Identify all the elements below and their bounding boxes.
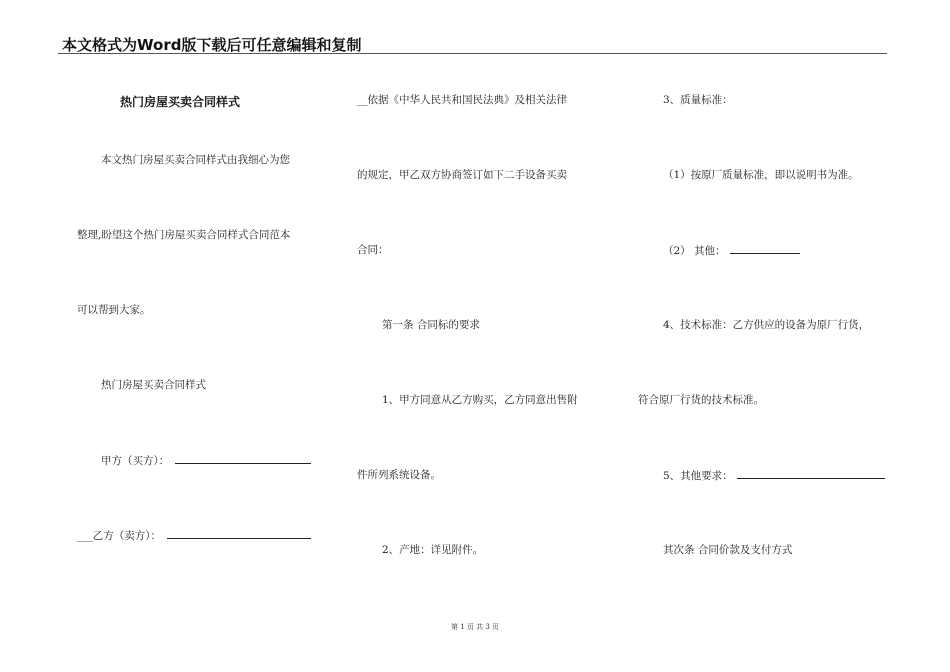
header-rule [58,53,887,54]
seller-blank [167,528,311,539]
col3-other-blank [730,243,800,254]
col3-other-label: （2） 其他： [663,245,726,257]
col2-paragraph-6: 件所列系统设备。 [357,469,441,481]
col2-article-1-heading: 第一条 合同标的要求 [382,319,480,331]
col3-other-line [663,243,800,258]
col3-requirements-line [663,468,885,483]
col2-paragraph-3: 合同： [357,244,389,256]
col3-requirements-blank [737,468,885,479]
col1-paragraph-3: 可以帮到大家。 [77,304,151,316]
page-footer: 第 1 页 共 3 页 [450,623,500,631]
col3-paragraph-4: 4、技术标准：乙方供应的设备为原厂行货， [663,319,870,331]
col3-requirements-label: 5、其他要求： [663,470,733,482]
seller-prefix: ___ [77,530,93,542]
col1-paragraph-2: 整理,盼望这个热门房屋买卖合同样式合同范本 [77,229,291,241]
col2-paragraph-1: __依据《中华人民共和国民法典》及相关法律 [357,94,567,106]
col3-paragraph-1: 3、质量标准： [663,94,733,106]
col2-paragraph-7: 2、产地：详见附件。 [382,544,484,556]
col3-paragraph-5: 符合原厂行货的技术标准。 [638,394,764,406]
document-title: 热门房屋买卖合同样式 [120,95,241,109]
seller-line [77,528,311,543]
buyer-line [101,453,311,468]
col3-article-2-heading: 其次条 合同价款及支付方式 [663,544,793,556]
seller-label: 乙方（卖方）： [92,530,161,542]
col1-paragraph-1: 本文热门房屋买卖合同样式由我细心为您 [101,154,290,166]
buyer-label: 甲方（买方）： [101,455,170,467]
col2-paragraph-2: 的规定，甲乙双方协商签订如下二手设备买卖 [357,169,567,181]
col1-paragraph-4: 热门房屋买卖合同样式 [101,379,206,391]
col2-paragraph-5: 1、甲方同意从乙方购买，乙方同意出售附 [382,394,578,406]
document-header: 本文格式为Word版下载后可任意编辑和复制 [62,36,362,54]
col3-paragraph-2: （1）按原厂质量标准，即以说明书为准。 [663,169,859,181]
buyer-blank [175,453,311,464]
